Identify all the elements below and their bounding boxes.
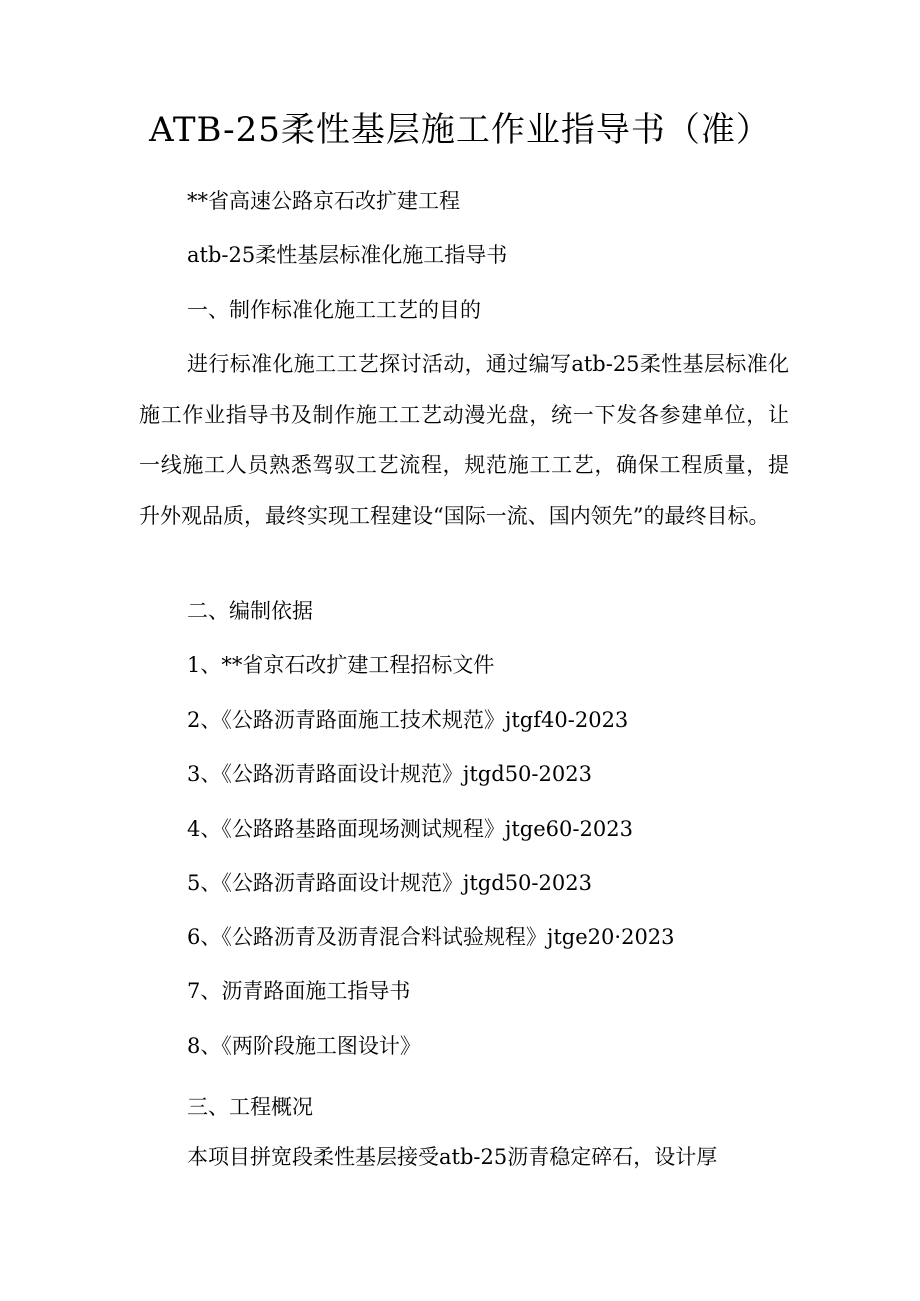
list-item: 1、**省京石改扩建工程招标文件 (187, 653, 495, 677)
project-name: **省高速公路京石改扩建工程 (187, 189, 460, 213)
section-heading-overview: 三、工程概况 (187, 1095, 313, 1119)
list-item: 8、《两阶段施工图设计》 (187, 1034, 421, 1058)
list-item: 6、《公路沥青及沥青混合料试验规程》jtge20·2023 (187, 925, 675, 949)
document-subtitle: atb-25柔性基层标准化施工指导书 (187, 243, 508, 267)
document-title: ATB-25柔性基层施工作业指导书（准） (149, 110, 771, 150)
section-body-overview: 本项目拼宽段柔性基层接受atb-25沥青稳定碎石，设计厚 (187, 1145, 718, 1169)
section-heading-purpose: 一、制作标准化施工工艺的目的 (187, 298, 481, 322)
list-item: 7、沥青路面施工指导书 (187, 979, 411, 1003)
list-item: 5、《公路沥青路面设计规范》jtgd50-2023 (187, 871, 592, 895)
section-heading-basis: 二、编制依据 (187, 599, 313, 623)
section-body-purpose: 进行标准化施工工艺探讨活动，通过编写atb-25柔性基层标准化施工作业指导书及制作施工工艺动漫光盘，统一下发各参建单位，让一线施工人员熟悉驾驭工艺流程，规范施工工艺，确保工程质量，提升外观品质，最终实现工程建设“国际一流、国内领先”的最终目标。 (139, 352, 789, 528)
list-item: 2、《公路沥青路面施工技术规范》jtgf40-2023 (187, 708, 629, 732)
list-item: 4、《公路路基路面现场测试规程》jtge60-2023 (187, 817, 633, 841)
list-item: 3、《公路沥青路面设计规范》jtgd50-2023 (187, 762, 592, 786)
